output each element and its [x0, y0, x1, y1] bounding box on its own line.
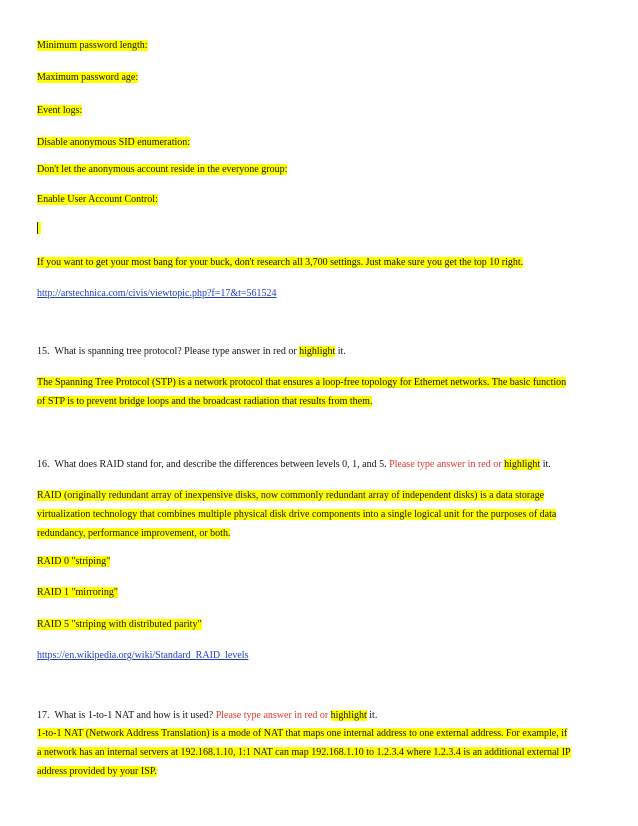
answer-16-line: redundancy, performance improvement, or both. — [37, 528, 231, 539]
setting-line: Disable anonymous SID enumeration: — [37, 137, 191, 148]
answer-15-line: The Spanning Tree Protocol (STP) is a network protocol that ensures a loop-free topology for Ethernet networks. The basic function — [37, 377, 567, 388]
question-15: 15. What is spanning tree protocol? Please type answer in red or highlight it. — [37, 346, 346, 357]
setting-line: Event logs: — [37, 105, 83, 116]
answer-16-line: virtualization technology that combines multiple physical disk drive components into a single logical unit for the purposes of data — [37, 509, 557, 520]
raid-link-line — [37, 650, 248, 662]
tip-link[interactable]: http://arstechnica.com/civis/viewtopic.php?f=17&t=561524 — [37, 288, 277, 299]
question-16: 16. What does RAID stand for, and describe the differences between levels 0, 1, and 5. Please type answer in red or highlight it. — [37, 459, 551, 470]
raid-link[interactable]: https://en.wikipedia.org/wiki/Standard_RAID_levels — [37, 650, 249, 661]
question-17: 17. What is 1-to-1 NAT and how is it used? Please type answer in red or highlight it. — [37, 710, 378, 721]
answer-16-line: RAID (originally redundant array of inexpensive disks, now commonly redundant array of independent disks) is a data storage — [37, 490, 545, 501]
answer-15-line: of STP is to prevent bridge loops and the broadcast radiation that results from them. — [37, 396, 373, 407]
raid-level: RAID 5 "striping with distributed parity" — [37, 619, 202, 630]
answer-17-line: 1-to-1 NAT (Network Address Translation) is a mode of NAT that maps one internal address to one external address. For example, if — [37, 728, 568, 739]
answer-17-line: a network has an internal servers at 192.168.1.10, 1:1 NAT can map 192.168.1.10 to 1.2.3.4 where 1.2.3.4 is an additional external IP — [37, 747, 571, 758]
raid-level: RAID 0 "striping" — [37, 556, 111, 567]
tip-link-line — [37, 288, 277, 300]
setting-line: Enable User Account Control: — [37, 194, 158, 205]
tip-text: If you want to get your most bang for your buck, don't research all 3,700 settings. Just make sure you get the top 10 right. — [37, 257, 524, 268]
answer-17-line: address provided by your ISP. — [37, 766, 157, 777]
setting-line: Minimum password length: — [37, 40, 148, 51]
text-cursor-mark — [37, 222, 41, 234]
setting-line: Don't let the anonymous account reside in the everyone group: — [37, 164, 288, 175]
setting-line: Maximum password age: — [37, 72, 139, 83]
text-cursor[interactable] — [37, 222, 41, 234]
raid-level: RAID 1 "mirroring" — [37, 587, 118, 598]
